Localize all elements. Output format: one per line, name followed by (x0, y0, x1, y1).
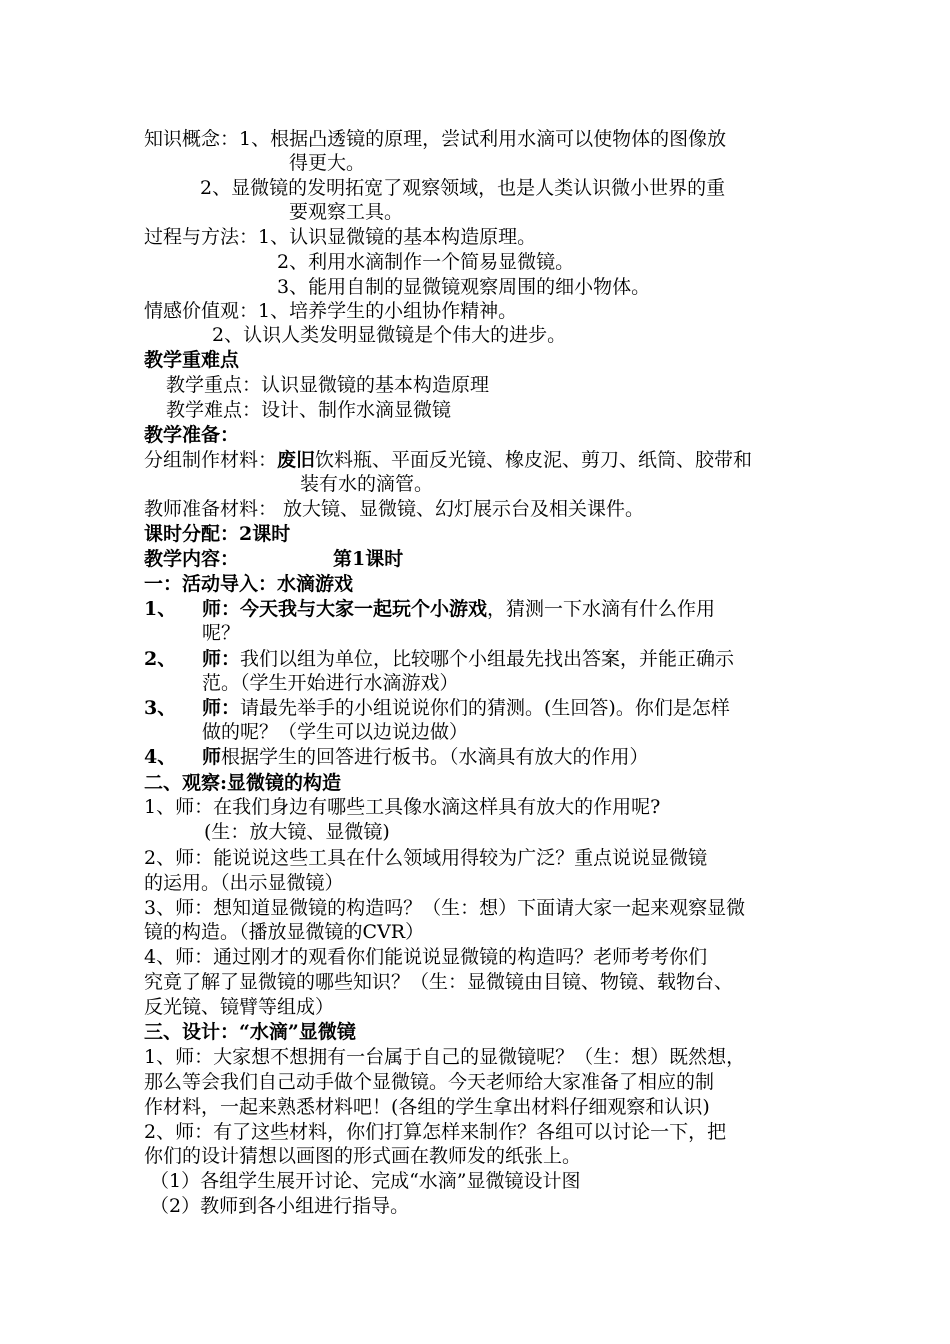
section3-line-7: （2）教师到各小组进行指导。 (150, 1195, 410, 1217)
item-number: 3、 (144, 697, 177, 719)
section1-item-3-cont: 做的呢？（学生可以边说边做） (202, 721, 469, 743)
section1-item-4 (144, 745, 649, 769)
section2-line-8: 究竟了解了显微镜的哪些知识？（生：显微镜由目镜、物镜、载物台、 (144, 971, 734, 993)
section2-line-4: 的运用。（出示显微镜） (144, 872, 344, 894)
emotion-label: 情感价值观： (144, 300, 259, 322)
section1-item-1-cont: 呢？ (202, 622, 241, 644)
section3-line-2: 那么等会我们自己动手做个显微镜。今天老师给大家准备了相应的制 (144, 1071, 715, 1093)
knowledge-label: 知识概念： (144, 128, 240, 150)
schedule-lesson: 第1课时 (333, 548, 404, 570)
item-number: 4、 (144, 746, 177, 768)
process-line-1 (144, 225, 536, 249)
schedule-allocation: 课时分配：2课时 (144, 523, 291, 545)
section2-line-9: 反光镜、镜臂等组成） (144, 996, 335, 1018)
key-focus: 教学重点：认识显微镜的基本构造原理 (166, 374, 490, 396)
item-number: 1、 (144, 598, 177, 620)
key-points-heading: 教学重难点 (144, 349, 240, 371)
emotion-item-1: 1、培养学生的小组协作精神。 (258, 300, 518, 322)
knowledge-item-2: 2、显微镜的发明拓宽了观察领域，也是人类认识微小世界的重 (200, 177, 726, 199)
section2-heading: 二、观察:显微镜的构造 (144, 772, 342, 794)
knowledge-item-1: 1、根据凸透镜的原理，尝试利用水滴可以使物体的图像放 (239, 128, 727, 150)
section1-heading: 一：活动导入：水滴游戏 (144, 573, 354, 595)
prep-group-cont: 装有水的滴管。 (300, 473, 434, 495)
item-text: 我们以组为单位，比较哪个小组最先找出答案，并能正确示 (240, 648, 735, 670)
section2-line-5: 3、师：想知道显微镜的构造吗？（生：想）下面请大家一起来观察显微 (144, 897, 746, 919)
section1-item-1 (144, 597, 715, 621)
process-item-3: 3、能用自制的显微镜观察周围的细小物体。 (277, 276, 651, 298)
process-item-2: 2、利用水滴制作一个简易显微镜。 (277, 251, 575, 273)
prep-heading: 教学准备： (144, 424, 240, 446)
knowledge-line-1 (144, 127, 726, 151)
key-difficulty: 教学难点：设计、制作水滴显微镜 (166, 399, 452, 421)
item-text: 根据学生的回答进行板书。（水滴具有放大的作用） (221, 746, 649, 768)
item-speaker: 师： (202, 697, 241, 719)
emotion-line-1 (144, 299, 517, 323)
process-item-1: 1、认识显微镜的基本构造原理。 (258, 226, 537, 248)
section2-line-3: 2、师：能说说这些工具在什么领域用得较为广泛？重点说说显微镜 (144, 847, 708, 869)
item-number: 2、 (144, 648, 177, 670)
section2-line-1: 1、师：在我们身边有哪些工具像水滴这样具有放大的作用呢? (144, 796, 661, 818)
prep-group-line (144, 448, 752, 472)
section3-line-4: 2、师：有了这些材料，你们打算怎样来制作？各组可以讨论一下，把 (144, 1121, 727, 1143)
section1-item-3 (144, 696, 730, 720)
prep-teacher: 教师准备材料： 放大镜、显微镜、幻灯展示台及相关课件。 (144, 498, 645, 520)
process-label: 过程与方法： (144, 226, 259, 248)
item-text: ，猜测一下水滴有什么作用 (487, 598, 716, 620)
knowledge-item-1-cont: 得更大。 (289, 152, 366, 174)
section2-line-7: 4、师：通过刚才的观看你们能说说显微镜的构造吗？老师考考你们 (144, 946, 708, 968)
section2-line-6: 镜的构造。（播放显微镜的CVR） (144, 921, 425, 943)
section1-item-2 (144, 647, 734, 671)
prep-group-label: 分组制作材料： (144, 449, 278, 471)
prep-group-text: 饮料瓶、平面反光镜、橡皮泥、剪刀、纸筒、胶带和 (315, 449, 753, 471)
section3-heading: 三、设计：“水滴”显微镜 (144, 1021, 356, 1043)
section3-line-6: （1）各组学生展开讨论、完成“水滴”显微镜设计图 (150, 1170, 581, 1192)
item-speaker: 师：今天我与大家一起玩个小游戏 (202, 598, 488, 620)
emotion-item-2: 2、认识人类发明显微镜是个伟大的进步。 (212, 324, 567, 346)
prep-group-bold: 废旧 (277, 449, 316, 471)
section3-line-1: 1、师：大家想不想拥有一台属于自己的显微镜呢？（生：想）既然想， (144, 1046, 746, 1068)
item-speaker: 师： (202, 648, 241, 670)
section3-line-5: 你们的设计猜想以画图的形式画在教师发的纸张上。 (144, 1145, 582, 1167)
schedule-content-label: 教学内容： (144, 548, 240, 570)
section3-line-3: 作材料，一起来熟悉材料吧！(各组的学生拿出材料仔细观察和认识) (144, 1096, 710, 1118)
knowledge-item-2-cont: 要观察工具。 (289, 201, 404, 223)
section1-item-2-cont: 范。（学生开始进行水滴游戏） (202, 672, 459, 694)
item-speaker: 师 (202, 746, 222, 768)
item-text: 请最先举手的小组说说你们的猜测。(生回答)。你们是怎样 (240, 697, 730, 719)
section2-line-2: (生：放大镜、显微镜) (204, 821, 390, 843)
